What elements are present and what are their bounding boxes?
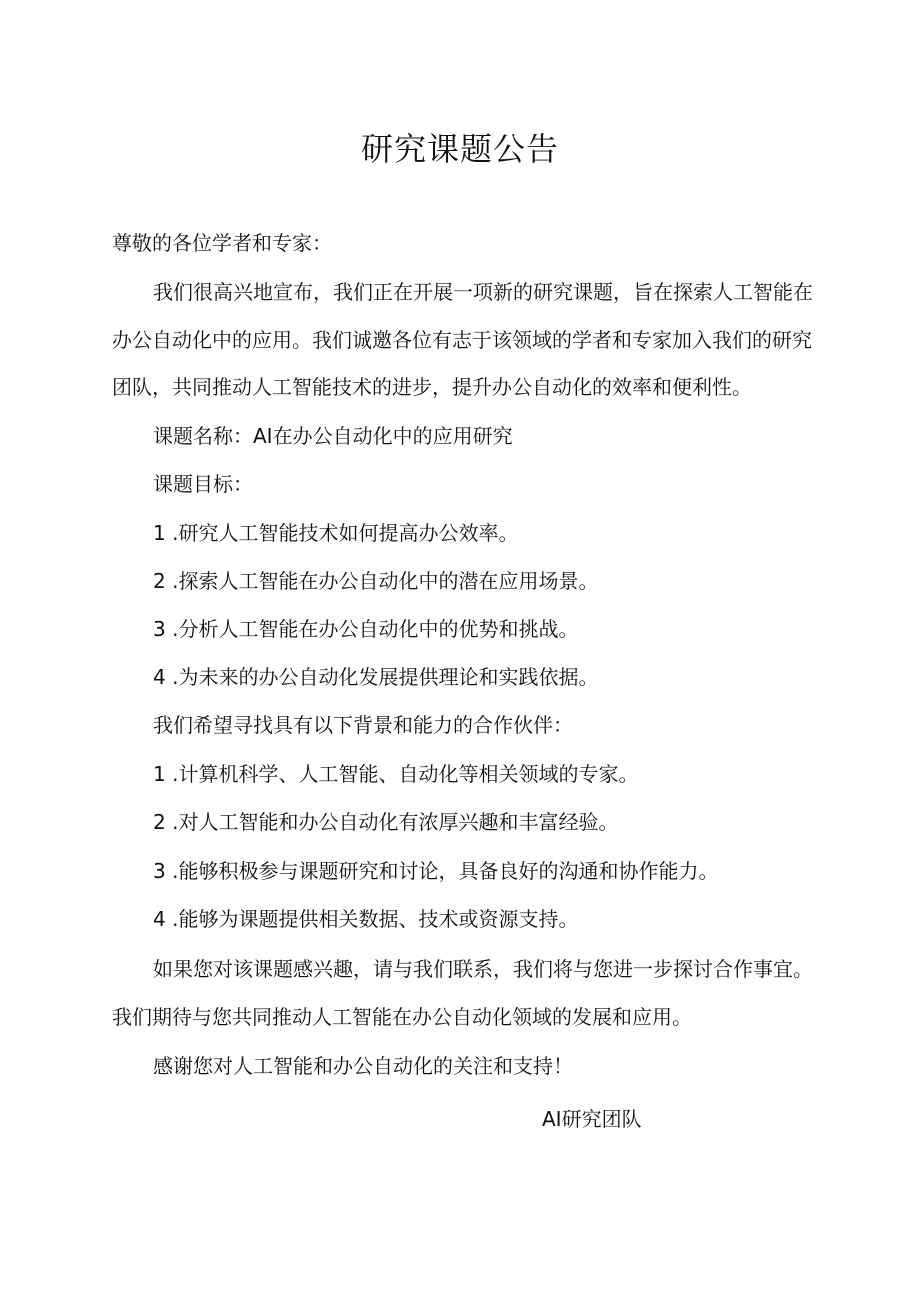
- objectives-heading: 课题目标：: [153, 472, 253, 496]
- intro-line-2: 办公自动化中的应用。我们诚邀各位有志于该领域的学者和专家加入我们的研究: [112, 328, 812, 352]
- intro-line-1: 我们很高兴地宣布，我们正在开展一项新的研究课题，旨在探索人工智能在: [153, 280, 813, 304]
- document-title: 研究课题公告: [360, 130, 559, 168]
- partner-item-3: 3 .能够积极参与课题研究和讨论，具备良好的沟通和协作能力。: [153, 859, 719, 883]
- salutation: 尊敬的各位学者和专家：: [112, 231, 332, 255]
- partner-item-4: 4 .能够为课题提供相关数据、技术或资源支持。: [153, 907, 579, 931]
- objective-item-2: 2 .探索人工智能在办公自动化中的潜在应用场景。: [153, 569, 599, 593]
- intro-line-3: 团队，共同推动人工智能技术的进步，提升办公自动化的效率和便利性。: [112, 375, 752, 399]
- partners-heading: 我们希望寻找具有以下背景和能力的合作伙伴：: [153, 713, 573, 737]
- signature: AI研究团队: [542, 1107, 642, 1131]
- objective-item-1: 1 .研究人工智能技术如何提高办公效率。: [153, 521, 519, 545]
- objective-item-3: 3 .分析人工智能在办公自动化中的优势和挑战。: [153, 617, 579, 641]
- partner-item-1: 1 .计算机科学、人工智能、自动化等相关领域的专家。: [153, 762, 639, 786]
- topic-name: 课题名称：AI在办公自动化中的应用研究: [153, 424, 513, 448]
- partner-item-2: 2 .对人工智能和办公自动化有浓厚兴趣和丰富经验。: [153, 810, 619, 834]
- closing-line-1: 如果您对该课题感兴趣，请与我们联系，我们将与您进一步探讨合作事宜。: [153, 957, 813, 981]
- thanks-line: 感谢您对人工智能和办公自动化的关注和支持！: [153, 1054, 573, 1078]
- objective-item-4: 4 .为未来的办公自动化发展提供理论和实践依据。: [153, 665, 599, 689]
- closing-line-2: 我们期待与您共同推动人工智能在办公自动化领域的发展和应用。: [112, 1005, 692, 1029]
